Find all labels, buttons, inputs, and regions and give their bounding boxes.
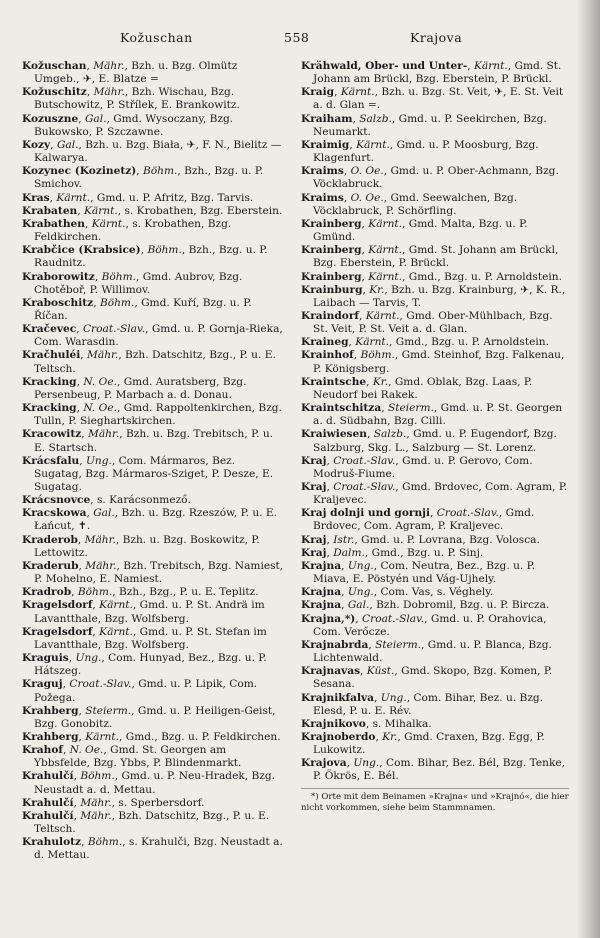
entry-details: , Bzh. Wischau, Bzg. Butschowitz, P. Střílek, E. Brankowitz.: [34, 86, 240, 112]
directory-entry: Kracking, N. Oe., Gmd. Auratsberg, Bzg. Persenbeug, P. Marbach a. d. Donau.: [22, 375, 247, 401]
entry-headword: Krajnavas: [301, 665, 361, 678]
entry-region: O. Oe.: [350, 191, 384, 204]
entry-headword: Krahberg: [22, 704, 79, 717]
entry-headword: Krabaten: [22, 204, 78, 217]
directory-entry: Kras, Kärnt., Gmd. u. P. Afritz, Bzg. Tarvis.: [22, 191, 254, 204]
entry-details: , Gmd. u. P. Orahovica, Com. Verőcze.: [313, 612, 547, 638]
directory-entry: Kožuschan, Mähr., Bzh. u. Bzg. Olmütz Umgeb., ✈, E. Blatze =: [22, 60, 238, 86]
entry-details: , Gmd. Skopo, Bzg. Komen, P. Sesana.: [313, 665, 553, 691]
directory-entry: Kraboschitz, Böhm., Gmd. Kuří, Bzg. u. P. Říčan.: [22, 296, 252, 322]
entry-details: , Bzh., Bzg. u. P. Raudnitz.: [34, 244, 268, 270]
entry-region: Ung.: [347, 559, 374, 572]
directory-entry: Kraj, Istr., Gmd. u. P. Lovrana, Bzg. Volosca.: [301, 533, 540, 546]
entry-details: , Gmd. u. P. Lovrana, Bzg. Volosca.: [354, 533, 540, 546]
directory-entry: Krácsnovce, s. Karácsonmező.: [22, 494, 191, 507]
header-right-keyword: Krajova: [410, 30, 463, 45]
entry-headword: Kraj: [301, 454, 327, 467]
entry-details: , Bzh. u. Bzg. Olmütz Umgeb., ✈, E. Blatze =: [34, 60, 238, 86]
entry-details: , Com. Hunyad, Bez., Bzg. u. P. Hátszeg.: [34, 652, 267, 678]
entry-details: , Gmd. u. P. Blanca, Bzg. Lichtenwald.: [313, 638, 552, 665]
entry-headword: Kragelsdorf: [22, 599, 93, 612]
directory-entry: Kraig, Kärnt., Bzh. u. Bzg. St. Veit, ✈, E. St. Veit a. d. Glan =.: [301, 86, 564, 112]
directory-entry: Krainburg, Kr., Bzh. u. Bzg. Krainburg, ✈, K. R., Laibach — Tarvis, T.: [301, 283, 566, 309]
directory-entry: Kozy, Gal., Bzh. u. Bzg. Biała, ✈, F. N., Bielitz — Kalwarya.: [22, 138, 282, 165]
entry-region: Kärnt.: [99, 599, 133, 612]
entry-region: Mähr.: [80, 796, 112, 809]
directory-entry: Krahulčí, Mähr., s. Sperbersdorf.: [22, 796, 205, 809]
directory-entry: Kraiham, Salzb., Gmd. u. P. Seekirchen, Bzg. Neumarkt.: [301, 112, 547, 138]
entry-headword: Krahof: [22, 744, 63, 757]
entry-region: Croat.-Slav.: [82, 323, 146, 336]
entry-headword: Krainberg: [301, 270, 362, 283]
entry-details: , Gmd. St. Johann am Brückl, Bzg. Eberstein, P. Brückl.: [313, 244, 559, 270]
entry-region: N. Oe.: [83, 402, 117, 415]
entry-headword: Kracking: [22, 375, 77, 388]
entry-details: , Gmd. u. P. St. Georgen a. d. Südbahn, Bzg. Cilli.: [313, 402, 563, 428]
entry-details: , Gmd. u. P. Gerovo, Com. Modruš-Fiume.: [313, 454, 533, 480]
entry-headword: Kožuschitz: [22, 86, 87, 99]
entry-details: , Gmd., Bzg. u. P. Feldkirchen.: [119, 730, 281, 743]
directory-entry: Krahulčí, Mähr., Bzh. Datschitz, Bzg., P. u. E. Teltsch.: [22, 809, 270, 836]
entry-details: , Gmd. u. P. Lipik, Com. Požega.: [34, 678, 258, 704]
entry-region: Mähr.: [87, 349, 119, 362]
directory-entry: Kracskowa, Gal., Bzh. u. Bzg. Rzeszów, P. u. E. Łańcut, ✝.: [22, 507, 278, 533]
entry-region: Mähr.: [85, 559, 117, 572]
entry-details: , Com. Vas, s. Véghely.: [373, 586, 494, 599]
entry-region: Küst.: [366, 665, 395, 678]
entry-details: , Bzh. Dobromil, Bzg. u. P. Bircza.: [369, 599, 550, 612]
entry-headword: Krainberg: [301, 244, 362, 257]
entry-headword: Krajna: [301, 559, 342, 572]
entry-details: s. Karácsonmező.: [96, 494, 191, 507]
entry-details: , Gmd. u. P. Seekirchen, Bzg. Neumarkt.: [313, 112, 547, 138]
entry-headword: Krahulčí: [22, 796, 74, 809]
entry-details: , Bzh. u. Bzg. Krainburg, ✈, K. R., Laibach — Tarvis, T.: [313, 283, 566, 309]
entry-region: Kr.: [369, 283, 385, 296]
directory-entry: Krajna, Ung., Com. Vas, s. Véghely.: [301, 586, 494, 599]
entry-headword: Krahberg: [22, 730, 79, 743]
entry-region: Salzb.: [373, 428, 407, 441]
entry-headword: Kraiham: [301, 112, 353, 125]
entry-region: Dalm.: [333, 546, 365, 559]
left-column: [22, 60, 284, 863]
entry-details: , Gmd. u. P. St. Stefan im Lavantthale, Bzg. Wolfsberg.: [34, 625, 267, 651]
directory-entry: Kraguj, Croat.-Slav., Gmd. u. P. Lipik, Com. Požega.: [22, 678, 258, 704]
entry-headword: Kožuschan: [22, 60, 87, 72]
directory-entry: Kračhuléi, Mähr., Bzh. Datschitz, Bzg., P. u. E. Teltsch.: [22, 349, 276, 375]
entry-headword: Kraguis: [22, 652, 69, 665]
entry-region: Kärnt.: [85, 730, 119, 743]
entry-headword: Krajna,*): [301, 612, 356, 625]
entry-region: Böhm.: [143, 165, 178, 178]
entry-details: , Bzh. u. Bzg. St. Veit, ✈, E. St. Veit a. d. Glan =.: [313, 86, 564, 112]
entry-region: Ung.: [75, 652, 102, 665]
entry-region: Ung.: [380, 691, 407, 704]
entry-headword: Kras: [22, 191, 50, 204]
entry-headword: Krajnikovo: [301, 717, 366, 730]
entry-headword: Kraj: [301, 546, 327, 559]
running-header: [0, 30, 600, 50]
entry-details: , Gmd. St. Johann am Brückl, Bzg. Eberstein, P. Brückl.: [313, 60, 562, 86]
entry-details: , Gmd. Brdovec, Com. Agram, P. Kraljevec.: [313, 507, 535, 533]
page-edge-shadow: [576, 0, 600, 938]
directory-entry: Kraintsche, Kr., Gmd. Oblak, Bzg. Laas, P. Neudorf bei Rakek.: [301, 375, 533, 401]
entry-headword: Krahulčí: [22, 770, 74, 783]
directory-entry: Kracowitz, Mähr., Bzh. u. Bzg. Trebitsch, P. u. E. Startsch.: [22, 428, 274, 454]
directory-entry: Kraindorf, Kärnt., Gmd. Ober-Mühlbach, Bzg. St. Veit, P. St. Veit a. d. Glan.: [301, 309, 553, 336]
entry-region: N. Oe.: [69, 744, 104, 757]
entry-headword: Kracowitz: [22, 428, 82, 441]
entry-details: , Gmd. u. P. Afritz, Bzg. Tarvis.: [90, 191, 254, 204]
entry-details: , Bzh. u. Bzg. Rzeszów, P. u. E. Łańcut, ✝.: [34, 507, 278, 533]
directory-entry: Krabaten, Kärnt., s. Krobathen, Bzg. Eberstein.: [22, 204, 283, 217]
entry-details: , Gmd. u. P. Gornja-Rieka, Com. Warasdin.: [34, 323, 283, 349]
directory-entry: Krainberg, Kärnt., Gmd., Bzg. u. P. Arnoldstein.: [301, 270, 562, 283]
entry-headword: Krajna: [301, 599, 342, 612]
entry-region: Ung.: [85, 454, 112, 467]
entry-headword: Krajnikfalva: [301, 691, 375, 704]
entry-headword: Krainhof: [301, 349, 354, 362]
entry-region: Kärnt.: [99, 625, 133, 638]
entry-region: Gal.: [93, 507, 115, 520]
entry-headword: Kragelsdorf: [22, 625, 93, 638]
entry-region: Kärnt.: [474, 60, 508, 72]
entry-region: Böhm.: [101, 270, 136, 283]
entry-details: , Bzh. Trebitsch, Bzg. Namiest, P. Mohelno, E. Namiest.: [34, 559, 284, 586]
entry-region: Gal.: [347, 599, 370, 612]
entry-region: Kärnt.: [368, 270, 403, 283]
directory-entry: Krahulčí, Böhm., Gmd. u. P. Neu-Hradek, Bzg. Neustadt a. d. Mettau.: [22, 770, 276, 796]
entry-headword: Kraig: [301, 86, 335, 99]
entry-headword: Krajnabrda: [301, 638, 369, 651]
entry-headword: Kozy: [22, 138, 51, 151]
entry-headword: Kraderob: [22, 533, 78, 546]
entry-details: , Bzh., Bzg., P. u. E. Teplitz.: [112, 586, 259, 599]
entry-headword: Kraj: [301, 481, 327, 493]
directory-entry: Krajnavas, Küst., Gmd. Skopo, Bzg. Komen, P. Sesana.: [301, 665, 553, 691]
entry-region: Istr.: [333, 533, 355, 546]
directory-entry: Kragelsdorf, Kärnt., Gmd. u. P. St. Andrä im Lavantthale, Bzg. Wolfsberg.: [22, 599, 265, 625]
entry-details: , s. Krahulči, Bzg. Neustadt a. d. Mettau.: [34, 836, 283, 862]
entry-details: , Gmd. u. P. St. Andrä im Lavantthale, Bzg. Wolfsberg.: [34, 599, 265, 625]
entry-region: Mähr.: [84, 533, 116, 546]
entry-details: , s. Sperbersdorf.: [111, 796, 205, 809]
entry-details: , Gmd. Craxen, Bzg. Egg, P. Lukowitz.: [313, 730, 545, 757]
entry-details: , Gmd. Malta, Bzg. u. P. Gmünd.: [313, 217, 528, 244]
entry-details: , Gmd. u. P. Ober-Achmann, Bzg. Vöcklabruck.: [313, 165, 559, 191]
directory-entry: Kraims, O. Oe., Gmd. Seewalchen, Bzg. Vöcklabruck, P. Schörfling.: [301, 191, 518, 217]
entry-region: Mähr.: [93, 86, 125, 99]
directory-entry: Kraineg, Kärnt., Gmd., Bzg. u. P. Arnoldstein.: [301, 336, 549, 349]
directory-entry: Kraj, Dalm., Gmd., Bzg. u. P. Sinj.: [301, 546, 484, 559]
entry-headword: Kraderub: [22, 559, 79, 572]
entry-details: , Gmd. Kuří, Bzg. u. P. Říčan.: [34, 296, 252, 322]
entry-details: , Gmd. u. P. Eugendorf, Bzg. Salzburg, Skg. L., Salzburg — St. Lorenz.: [313, 428, 557, 454]
entry-region: Kärnt.: [340, 86, 375, 99]
entry-region: Kärnt.: [368, 244, 403, 257]
directory-entry: Krajna, Ung., Com. Neutra, Bez., Bzg. u. P. Miava, E. Pöstyén und Vág-Ujhely.: [301, 559, 535, 586]
entry-details: , s. Krobathen, Bzg. Feldkirchen.: [34, 217, 232, 244]
directory-entry: Krahulotz, Böhm., s. Krahulči, Bzg. Neustadt a. d. Mettau.: [22, 836, 283, 862]
entry-details: , Gmd. Oblak, Bzg. Laas, P. Neudorf bei Rakek.: [313, 375, 533, 401]
entry-headword: Kraineg: [301, 336, 349, 349]
directory-entry: Krainhof, Böhm., Gmd. Steinhof, Bzg. Falkenau, P. Königsberg.: [301, 349, 565, 375]
entry-region: Mähr.: [93, 60, 125, 72]
entry-headword: Krainburg: [301, 283, 363, 296]
entry-headword: Kraboschitz: [22, 296, 94, 309]
entry-details: , Gmd. Auratsberg, Bzg. Persenbeug, P. Marbach a. d. Donau.: [34, 375, 247, 401]
entry-headword: Kraj: [301, 533, 327, 546]
entry-region: Kärnt.: [84, 204, 118, 217]
directory-entry: Kozynec (Kozinetz), Böhm., Bzh., Bzg. u. P. Smichov.: [22, 165, 264, 191]
directory-entry: Kraimig, Kärnt., Gmd. u. P. Moosburg, Bzg. Klagenfurt.: [301, 138, 539, 165]
entry-headword: Kraims: [301, 191, 344, 204]
entry-details: , Bzh. u. Bzg. Biała, ✈, F. N., Bielitz — Kalwarya.: [34, 138, 282, 165]
entry-details: , Com. Mármaros, Bez. Sugatag, Bzg. Mármaros-Sziget, P. Desze, E. Sugatag.: [34, 454, 274, 493]
entry-headword: Krajova: [301, 757, 347, 770]
entry-region: O. Oe.: [350, 165, 384, 178]
entry-headword: Kozynec (Kozinetz): [22, 165, 137, 178]
entry-details: , Gmd. u. P. Heiligen-Geist, Bzg. Gonobitz.: [34, 704, 276, 730]
entry-headword: Kracskowa: [22, 507, 87, 520]
entry-details: , Bzh. u. Bzg. Trebitsch, P. u. E. Startsch.: [34, 428, 274, 454]
entry-details: s. Mihalka.: [372, 717, 432, 730]
entry-headword: Kradrob: [22, 586, 72, 599]
entry-region: Salzb.: [359, 112, 392, 125]
entry-headword: Kraguj: [22, 678, 63, 691]
directory-entry: Kožuschitz, Mähr., Bzh. Wischau, Bzg. Butschowitz, P. Střílek, E. Brankowitz.: [22, 86, 240, 112]
entry-details: , Gmd., Bzg. u. P. Arnoldstein.: [389, 336, 549, 349]
entry-headword: Kraintsche: [301, 375, 367, 388]
entry-details: , Bzh. Datschitz, Bzg., P. u. E. Teltsch.: [34, 809, 270, 836]
entry-details: , Gmd., Bzg. u. P. Arnoldstein.: [402, 270, 562, 283]
entry-headword: Krabčice (Krabsice): [22, 244, 141, 257]
entry-headword: Krajna: [301, 586, 342, 599]
entry-details: , Gmd. St. Georgen am Ybbsfelde, Bzg. Ybbs, P. Blindenmarkt.: [34, 744, 242, 770]
entry-details: , Gmd. Ober-Mühlbach, Bzg. St. Veit, P. St. Veit a. d. Glan.: [313, 309, 553, 336]
entry-region: Ung.: [347, 586, 374, 599]
entry-headword: Krabathen: [22, 217, 85, 230]
entry-details: , Gmd. u. P. Neu-Hradek, Bzg. Neustadt a. d. Mettau.: [34, 770, 276, 796]
directory-entry: Krabčice (Krabsice), Böhm., Bzh., Bzg. u. P. Raudnitz.: [22, 244, 268, 270]
directory-entry: Krahof, N. Oe., Gmd. St. Georgen am Ybbsfelde, Bzg. Ybbs, P. Blindenmarkt.: [22, 744, 242, 770]
entry-region: Croat.-Slav.: [436, 507, 499, 520]
entry-headword: Kracking: [22, 402, 77, 415]
entry-headword: Kraims: [301, 165, 344, 178]
entry-region: Croat.-Slav.: [333, 454, 396, 467]
directory-entry: Kragelsdorf, Kärnt., Gmd. u. P. St. Stefan im Lavantthale, Bzg. Wolfsberg.: [22, 625, 267, 651]
directory-entry: Krajnikfalva, Ung., Com. Bihar, Bez. u. Bzg. Elesd, P. u. E. Rév.: [301, 691, 544, 717]
entry-region: Steierm.: [85, 704, 132, 717]
entry-region: Mähr.: [87, 428, 120, 441]
directory-entry: Krähwald, Ober- und Unter-, Kärnt., Gmd. St. Johann am Brückl, Bzg. Eberstein, P. Brückl.: [301, 60, 562, 86]
directory-entry: Kraguis, Ung., Com. Hunyad, Bez., Bzg. u. P. Hátszeg.: [22, 652, 267, 678]
entry-region: Kärnt.: [356, 138, 390, 151]
entry-headword: Kračevec: [22, 323, 77, 336]
entry-region: Kärnt.: [56, 191, 91, 204]
directory-entry: Krajna,*), Croat.-Slav., Gmd. u. P. Orahovica, Com. Verőcze.: [301, 612, 547, 638]
entry-region: Kr.: [382, 730, 398, 743]
entry-region: Mähr.: [80, 809, 112, 822]
directory-entry: Krácsfalu, Ung., Com. Mármaros, Bez. Sugatag, Bzg. Mármaros-Sziget, P. Desze, E. Sugatag.: [22, 454, 274, 493]
entry-region: Kärnt.: [355, 336, 390, 349]
right-column: [301, 60, 569, 814]
directory-entry: Krainberg, Kärnt., Gmd. St. Johann am Brückl, Bzg. Eberstein, P. Brückl.: [301, 244, 559, 270]
entry-headword: Krahulotz: [22, 836, 82, 849]
entry-headword: Krácsfalu: [22, 454, 80, 467]
entry-details: , Gmd. Seewalchen, Bzg. Vöcklabruck, P. Schörfling.: [313, 191, 518, 217]
entry-headword: Kraj dolnji und gornji: [301, 507, 431, 520]
directory-entry: Kraj, Croat.-Slav., Gmd. Brdovec, Com. Agram, P. Kraljevec.: [301, 481, 568, 507]
directory-entry: Kracking, N. Oe., Gmd. Rappoltenkirchen, Bzg. Tulln, P. Sieghartskirchen.: [22, 402, 282, 428]
directory-entry: Kraderob, Mähr., Bzh. u. Bzg. Boskowitz, P. Lettowitz.: [22, 533, 260, 559]
entry-headword: Krainberg: [301, 217, 362, 230]
entry-region: Böhm.: [87, 836, 123, 849]
entry-details: , Bzh., Bzg. u. P. Smichov.: [34, 165, 264, 191]
entry-region: Gal.: [84, 112, 107, 125]
entry-headword: Kraborowitz: [22, 270, 95, 283]
header-left-keyword: Kožuschan: [120, 30, 193, 45]
entry-details: , Com. Bihar, Bez. u. Bzg. Elesd, P. u. E. Rév.: [313, 691, 544, 717]
entry-headword: Kračhuléi: [22, 349, 81, 362]
page-number: 558: [284, 30, 310, 45]
footnote: *) Orte mit dem Beinamen »Krajna« und »Krajnó«, die hier nicht vorkommen, siehe beim Stammnamen.: [301, 788, 569, 814]
entry-region: Böhm.: [99, 296, 135, 309]
entry-region: Ung.: [353, 757, 380, 770]
entry-details: , Gmd. Steinhof, Bzg. Falkenau, P. Königsberg.: [313, 349, 565, 375]
entry-region: Kärnt.: [91, 217, 126, 230]
entry-headword: Kraintschitza: [301, 402, 382, 415]
entry-region: Kärnt.: [368, 217, 403, 230]
entry-headword: Krahulčí: [22, 809, 74, 822]
directory-entry: Kraborowitz, Böhm., Gmd. Aubrov, Bzg. Chotěboř, P. Willimov.: [22, 270, 243, 296]
entry-region: Böhm.: [360, 349, 395, 362]
entry-region: Gal.: [56, 138, 79, 151]
entry-headword: Krajnoberdo: [301, 730, 376, 743]
entry-details: , s. Krobathen, Bzg. Eberstein.: [117, 204, 283, 217]
directory-entry: Krahberg, Steierm., Gmd. u. P. Heiligen-Geist, Bzg. Gonobitz.: [22, 704, 276, 730]
entry-region: Böhm.: [77, 586, 113, 599]
directory-entry: Krajna, Gal., Bzh. Dobromil, Bzg. u. P. Bircza.: [301, 599, 550, 612]
directory-entry: Kraiwiesen, Salzb., Gmd. u. P. Eugendorf, Bzg. Salzburg, Skg. L., Salzburg — St. Lorenz.: [301, 428, 557, 454]
directory-entry: Krajnikovo, s. Mihalka.: [301, 717, 432, 730]
entry-region: Croat.-Slav.: [333, 481, 396, 493]
directory-entry: Krahberg, Kärnt., Gmd., Bzg. u. P. Feldkirchen.: [22, 730, 281, 743]
entry-region: Croat.-Slav.: [362, 612, 425, 625]
directory-entry: Krabathen, Kärnt., s. Krobathen, Bzg. Feldkirchen.: [22, 217, 232, 244]
entry-headword: Kraindorf: [301, 309, 359, 322]
entry-details: , Bzh. Datschitz, Bzg., P. u. E. Teltsch.: [34, 349, 276, 375]
directory-entry: Kraims, O. Oe., Gmd. u. P. Ober-Achmann, Bzg. Vöcklabruck.: [301, 165, 559, 191]
entry-region: N. Oe.: [83, 375, 117, 388]
entry-details: , Gmd. Brdovec, Com. Agram, P. Kraljevec.: [313, 481, 568, 507]
entry-details: , Com. Bihar, Bez. Bél, Bzg. Tenke, P. Ökrös, E. Bél.: [313, 757, 566, 783]
directory-entry: Kraintschitza, Steierm., Gmd. u. P. St. Georgen a. d. Südbahn, Bzg. Cilli.: [301, 402, 563, 428]
directory-entry: Kraj dolnji und gornji, Croat.-Slav., Gmd. Brdovec, Com. Agram, P. Kraljevec.: [301, 507, 535, 533]
entry-region: Kärnt.: [365, 309, 400, 322]
entry-headword: Krähwald, Ober- und Unter-: [301, 60, 468, 72]
entry-region: Kr.: [372, 375, 389, 388]
directory-entry: Kradrob, Böhm., Bzh., Bzg., P. u. E. Teplitz.: [22, 586, 259, 599]
entry-headword: Krácsnovce: [22, 494, 91, 507]
entry-details: , Bzh. u. Bzg. Boskowitz, P. Lettowitz.: [34, 533, 260, 559]
directory-entry: Kračevec, Croat.-Slav., Gmd. u. P. Gornja-Rieka, Com. Warasdin.: [22, 323, 283, 349]
entry-headword: Kraimig: [301, 138, 350, 151]
directory-entry: Krajnoberdo, Kr., Gmd. Craxen, Bzg. Egg, P. Lukowitz.: [301, 730, 545, 757]
entry-headword: Kozuszne: [22, 112, 79, 125]
directory-entry: Krajova, Ung., Com. Bihar, Bez. Bél, Bzg. Tenke, P. Ökrös, E. Bél.: [301, 757, 566, 783]
directory-entry: Krainberg, Kärnt., Gmd. Malta, Bzg. u. P. Gmünd.: [301, 217, 528, 244]
entry-details: , Gmd. u. P. Moosburg, Bzg. Klagenfurt.: [313, 138, 539, 165]
entry-region: Böhm.: [80, 770, 115, 783]
entry-headword: Kraiwiesen: [301, 428, 367, 441]
entry-details: , Gmd. Wysoczany, Bzg. Bukowsko, P. Szczawne.: [34, 112, 234, 138]
entry-details: , Gmd., Bzg. u. P. Sinj.: [364, 546, 484, 559]
entry-details: , Gmd. Aubrov, Bzg. Chotěboř, P. Willimov.: [34, 270, 243, 296]
entry-region: Croat.-Slav.: [69, 678, 132, 691]
entry-region: Steierm.: [375, 638, 421, 651]
entry-details: , Com. Neutra, Bez., Bzg. u. P. Miava, E. Pöstyén und Vág-Ujhely.: [313, 559, 535, 586]
entry-region: Steierm.: [387, 402, 434, 415]
directory-entry: Kozuszne, Gal., Gmd. Wysoczany, Bzg. Bukowsko, P. Szczawne.: [22, 112, 234, 138]
directory-entry: Krajnabrda, Steierm., Gmd. u. P. Blanca, Bzg. Lichtenwald.: [301, 638, 552, 665]
entry-details: , Gmd. Rappoltenkirchen, Bzg. Tulln, P. Sieghartskirchen.: [34, 402, 282, 428]
directory-entry: Kraj, Croat.-Slav., Gmd. u. P. Gerovo, Com. Modruš-Fiume.: [301, 454, 533, 480]
directory-entry: Kraderub, Mähr., Bzh. Trebitsch, Bzg. Namiest, P. Mohelno, E. Namiest.: [22, 559, 284, 586]
entry-region: Böhm.: [147, 244, 182, 257]
